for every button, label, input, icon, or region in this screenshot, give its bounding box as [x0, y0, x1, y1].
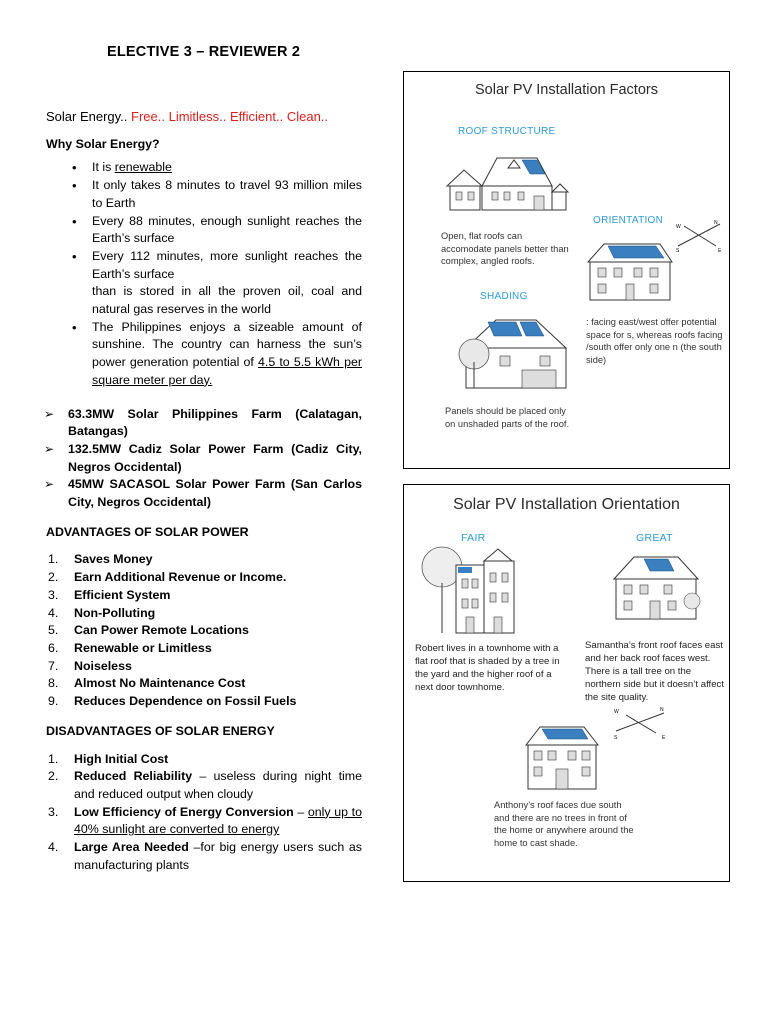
fair-label: FAIR [461, 532, 486, 544]
list-number: 1. [48, 552, 59, 567]
orientation-caption: : facing east/west offer potential space for s, whereas roofs facing /south offer only one n (the south side) [586, 317, 723, 365]
list-text: Low Efficiency of Energy Conversion [74, 804, 294, 819]
list-item [48, 658, 362, 676]
house-illustration [522, 721, 602, 791]
list-number: 2. [48, 570, 59, 585]
list-text: Earn Additional Revenue or Income. [74, 570, 287, 585]
bullet-text: Every 112 minutes, more sunlight reaches the Earth’s surface [92, 248, 362, 281]
underlined-text: only up to 40% sunlight are converted to energy [74, 804, 363, 837]
robert-caption: Robert lives in a townhome with a flat roof that is shaded by a tree in the yard and the higher roof of a next door townhome. [415, 643, 560, 693]
list-text: High Initial Cost [74, 751, 169, 766]
compass-west: W [676, 224, 681, 230]
installation-factors-figure [403, 71, 730, 469]
tagline [46, 108, 362, 126]
shading-label: SHADING [480, 291, 528, 302]
list-item [48, 640, 362, 658]
compass-south: S [676, 248, 680, 254]
shading-caption: Panels should be placed only on unshaded parts of the roof. [445, 406, 570, 429]
compass-icon [674, 218, 724, 254]
list-detail: – [293, 804, 308, 819]
roof-structure-caption: Open, flat roofs can accomodate panels better than complex, angled roofs. [441, 231, 569, 267]
list-text: Saves Money [74, 552, 153, 567]
bullet-item: • Every 88 minutes, enough sunlight reaches the Earth’s surface [92, 213, 362, 248]
list-item [48, 675, 362, 693]
underlined-text: renewable [114, 160, 172, 175]
list-item [48, 605, 362, 623]
list-number: 4. [48, 605, 59, 620]
orientation-label: ORIENTATION [593, 215, 664, 226]
list-detail: – useless during night time and reduced output when cloudy [74, 769, 362, 801]
why-bullets [46, 159, 362, 389]
house-illustration [442, 146, 572, 216]
compass-east: E [718, 248, 722, 254]
list-detail: –for big energy users such as manufacturing plants [74, 840, 362, 872]
disadvantages-heading: DISADVANTAGES OF SOLAR ENERGY [46, 723, 275, 738]
anthony-caption: Anthony’s roof faces due south and there are no trees in front of the home or anywhere around the home to cast shade. [494, 800, 634, 848]
document-title: ELECTIVE 3 – REVIEWER 2 [107, 44, 301, 60]
solar-farms-list [42, 406, 362, 512]
list-text: Reduced Reliability [74, 769, 193, 784]
compass-north: N [660, 707, 664, 713]
list-text: Non-Polluting [74, 605, 156, 620]
bullet-item: • It only takes 8 minutes to travel 93 million miles to Earth [92, 177, 362, 212]
list-text: Efficient System [74, 587, 171, 602]
list-text: Almost No Maintenance Cost [74, 676, 246, 691]
farm-item: ➢ 63.3MW Solar Philippines Farm (Calatagan, Batangas) [68, 406, 362, 441]
installation-orientation-figure [403, 484, 730, 882]
underlined-text: 4.5 to 5.5 kWh per square meter per day. [92, 355, 362, 387]
bullet-item [92, 248, 362, 319]
farm-item: ➢ 132.5MW Cadiz Solar Power Farm (Cadiz City, Negros Occidental) [68, 441, 362, 476]
tagline-lead: Solar Energy.. [46, 109, 132, 124]
list-text: Can Power Remote Locations [74, 623, 249, 638]
samantha-caption: Samantha’s front roof faces east and her back roof faces west. There is a tall tree on the northern side but it doesn’t affect the site quality. [585, 640, 725, 703]
list-item [48, 569, 362, 587]
house-illustration [584, 236, 674, 302]
list-text: Large Area Needed [74, 840, 189, 855]
advantages-list [46, 551, 362, 710]
bullet-text: than is stored in all the proven oil, coal and natural gas reserves in the world [92, 284, 362, 317]
advantages-heading: ADVANTAGES OF SOLAR POWER [46, 524, 249, 539]
list-number: 4. [48, 840, 59, 855]
bullet-item [92, 159, 362, 177]
list-number: 9. [48, 694, 59, 709]
list-number: 3. [48, 804, 59, 819]
list-number: 5. [48, 623, 59, 638]
list-number: 2. [48, 769, 59, 784]
bullet-item [92, 319, 362, 390]
farm-item: ➢ 45MW SACASOL Solar Power Farm (San Carlos City, Negros Occidental) [68, 476, 362, 511]
list-item [48, 751, 362, 769]
roof-structure-label: ROOF STRUCTURE [458, 126, 556, 137]
tagline-highlight: Free.. Limitless.. Efficient.. Clean.. [131, 109, 329, 124]
bullet-text: The Philippines enjoys a sizeable amount of sunshine. The country can harness the sun’s power generation potential of [92, 319, 362, 370]
list-number: 1. [48, 751, 59, 766]
compass-east: E [662, 735, 666, 741]
list-text: Reduces Dependence on Fossil Fuels [74, 694, 297, 709]
compass-north: N [714, 220, 718, 226]
list-item [48, 587, 362, 605]
compass-west: W [614, 709, 619, 715]
left-column [46, 108, 362, 874]
bullet-text: It is [92, 160, 115, 175]
townhome-illustration [420, 543, 530, 635]
figure-title: Solar PV Installation Factors [475, 82, 658, 98]
compass-south: S [614, 735, 618, 741]
list-item [48, 551, 362, 569]
great-label: GREAT [636, 532, 673, 544]
list-text: Renewable or Limitless [74, 640, 212, 655]
list-number: 6. [48, 640, 59, 655]
disadvantages-list [46, 751, 362, 875]
list-item [48, 622, 362, 640]
figure-title: Solar PV Installation Orientation [453, 496, 680, 513]
why-heading: Why Solar Energy? [46, 136, 160, 151]
list-number: 8. [48, 676, 59, 691]
list-number: 3. [48, 587, 59, 602]
list-item [48, 839, 362, 874]
house-illustration [608, 549, 706, 621]
list-item [48, 768, 362, 803]
compass-icon [612, 705, 672, 741]
house-illustration [456, 314, 574, 392]
list-item [48, 804, 363, 839]
list-item [48, 693, 362, 711]
list-text: Noiseless [74, 658, 132, 673]
list-number: 7. [48, 658, 59, 673]
